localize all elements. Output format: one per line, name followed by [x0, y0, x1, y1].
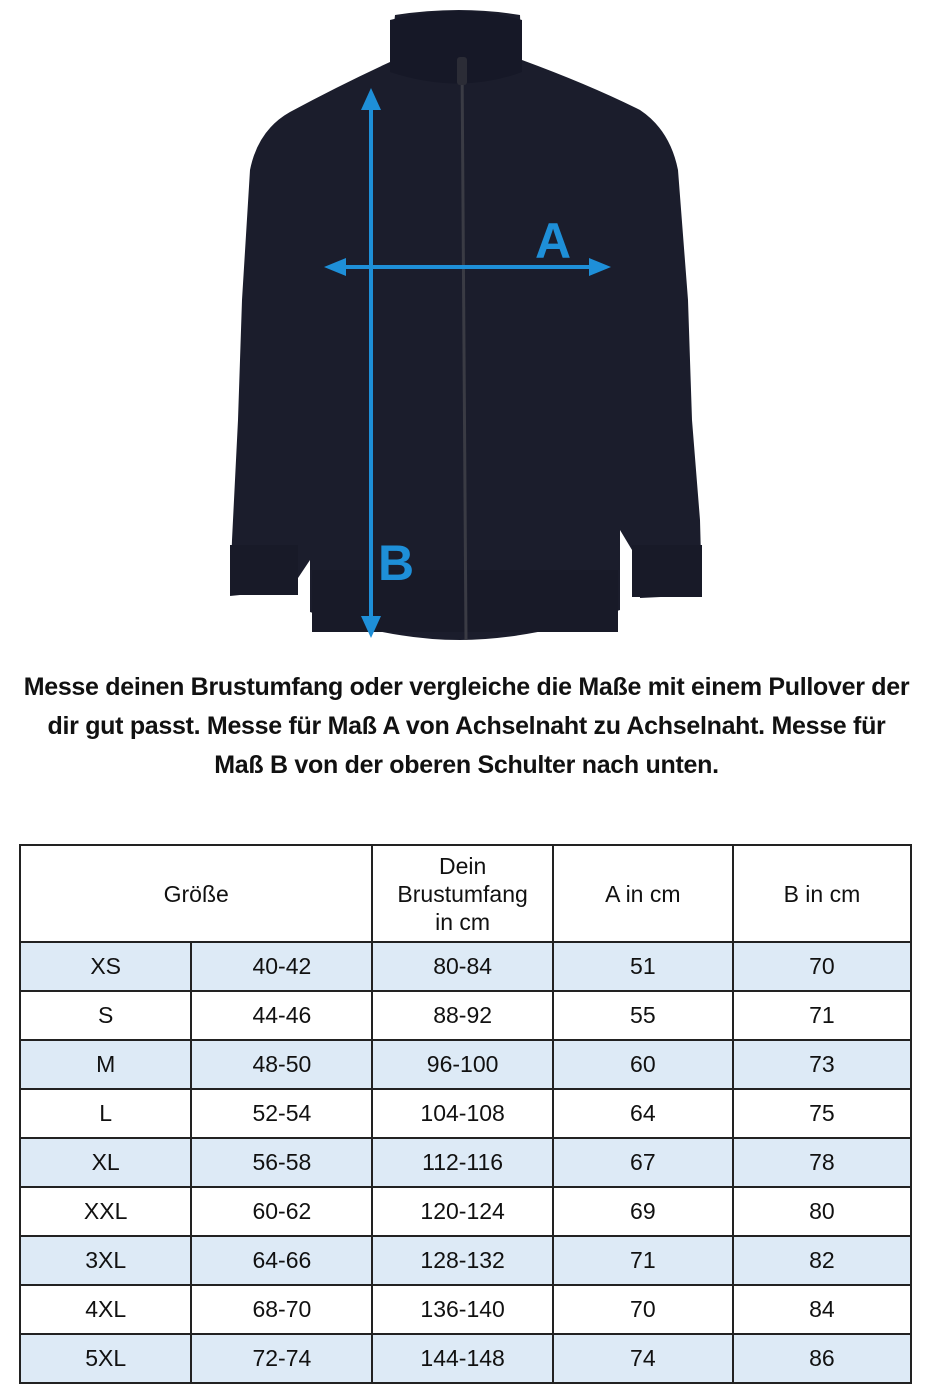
cell-size: S [20, 991, 191, 1040]
cell-b: 78 [733, 1138, 911, 1187]
cell-chest: 112-116 [372, 1138, 552, 1187]
cell-chest: 88-92 [372, 991, 552, 1040]
table-row [20, 1236, 911, 1285]
header-chest-line-2: Brustumfang [397, 880, 528, 907]
cell-eu-size: 44-46 [191, 991, 372, 1040]
table-header-row [20, 845, 911, 942]
cell-chest: 80-84 [372, 942, 552, 991]
cell-a: 51 [553, 942, 733, 991]
cell-a: 71 [553, 1236, 733, 1285]
cell-eu-size: 52-54 [191, 1089, 372, 1138]
header-b: B in cm [733, 845, 911, 942]
cell-a: 64 [553, 1089, 733, 1138]
zipper-pull [457, 57, 467, 85]
cell-b: 75 [733, 1089, 911, 1138]
header-size: Größe [20, 845, 372, 942]
left-cuff [230, 545, 298, 595]
cell-eu-size: 64-66 [191, 1236, 372, 1285]
label-b: B [378, 535, 415, 591]
cell-b: 71 [733, 991, 911, 1040]
label-a: A [535, 213, 572, 269]
cell-size: XXL [20, 1187, 191, 1236]
cell-size: 5XL [20, 1334, 191, 1383]
cell-a: 60 [553, 1040, 733, 1089]
cell-size: L [20, 1089, 191, 1138]
cell-size: M [20, 1040, 191, 1089]
cell-size: 3XL [20, 1236, 191, 1285]
table-row [20, 991, 911, 1040]
cell-eu-size: 72-74 [191, 1334, 372, 1383]
measurement-instructions: Messe deinen Brustumfang oder vergleiche die Maße mit einem Pullover der dir gut passt. Messe für Maß A von Achselnaht zu Achselnaht. Messe für Maß B von der oberen Schulter nach unten. [23, 673, 910, 779]
cell-a: 55 [553, 991, 733, 1040]
cell-chest: 120-124 [372, 1187, 552, 1236]
table-row [20, 1187, 911, 1236]
cell-chest: 144-148 [372, 1334, 552, 1383]
cell-chest: 96-100 [372, 1040, 552, 1089]
size-chart-table [19, 844, 912, 1384]
cell-size: 4XL [20, 1285, 191, 1334]
cell-a: 74 [553, 1334, 733, 1383]
table-row [20, 942, 911, 991]
right-cuff [632, 545, 702, 597]
jacket-illustration [200, 0, 720, 650]
cell-eu-size: 48-50 [191, 1040, 372, 1089]
table-row [20, 1334, 911, 1383]
table-row [20, 1040, 911, 1089]
jacket-collar [390, 11, 522, 84]
cell-eu-size: 60-62 [191, 1187, 372, 1236]
cell-eu-size: 56-58 [191, 1138, 372, 1187]
jacket-measurement-figure [200, 0, 720, 650]
cell-b: 73 [733, 1040, 911, 1089]
cell-eu-size: 40-42 [191, 942, 372, 991]
cell-a: 69 [553, 1187, 733, 1236]
header-chest-line-1: Dein [438, 852, 487, 879]
table-row [20, 1138, 911, 1187]
cell-eu-size: 68-70 [191, 1285, 372, 1334]
cell-b: 86 [733, 1334, 911, 1383]
cell-size: XL [20, 1138, 191, 1187]
cell-b: 70 [733, 942, 911, 991]
cell-b: 80 [733, 1187, 911, 1236]
header-chest [372, 845, 552, 942]
cell-b: 82 [733, 1236, 911, 1285]
header-a: A in cm [553, 845, 733, 942]
cell-a: 67 [553, 1138, 733, 1187]
cell-b: 84 [733, 1285, 911, 1334]
cell-size: XS [20, 942, 191, 991]
cell-a: 70 [553, 1285, 733, 1334]
header-chest-line-3: in cm [435, 908, 491, 935]
cell-chest: 104-108 [372, 1089, 552, 1138]
cell-chest: 128-132 [372, 1236, 552, 1285]
table-row [20, 1089, 911, 1138]
cell-chest: 136-140 [372, 1285, 552, 1334]
table-row [20, 1285, 911, 1334]
